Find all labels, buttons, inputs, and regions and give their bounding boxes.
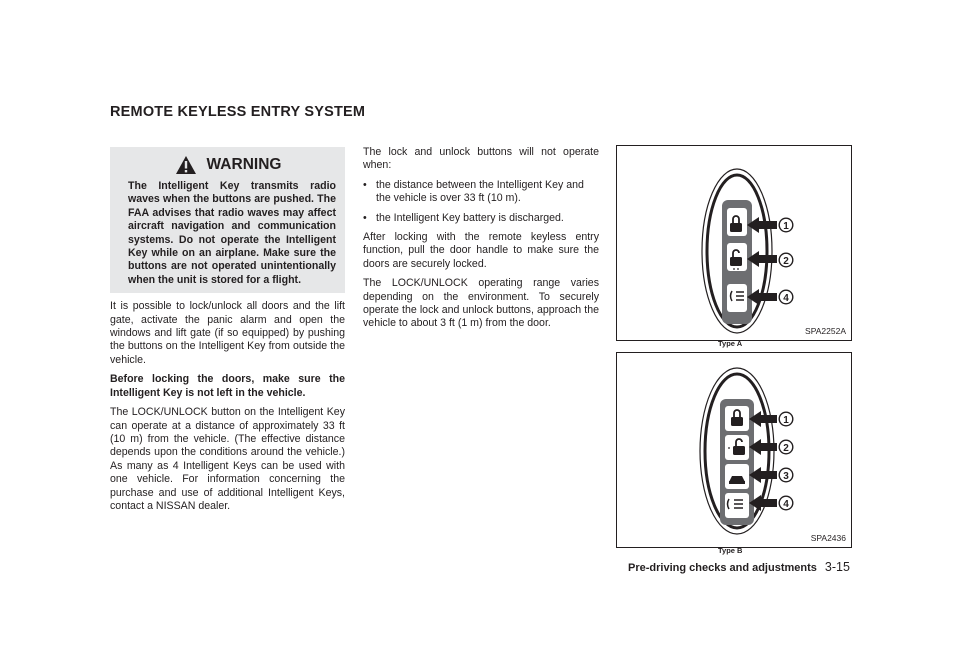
figure-key-type-a <box>616 145 852 341</box>
footer-section-name: Pre-driving checks and adjustments <box>628 562 817 574</box>
page-footer <box>628 560 850 574</box>
figure-code: SPA2436 <box>810 533 846 543</box>
warning-triangle-icon <box>175 155 197 175</box>
callout-1: 1 <box>783 221 789 232</box>
list-item-text: the Intelligent Key battery is discharged. <box>376 211 564 224</box>
callout-4: 4 <box>783 293 789 304</box>
callout-2: 2 <box>783 256 789 267</box>
intelligent-key-type-a-illustration <box>617 146 851 340</box>
section-title: REMOTE KEYLESS ENTRY SYSTEM <box>110 104 366 120</box>
paragraph-caution: Before locking the doors, make sure the Intelligent Key is not left in the vehicle. <box>110 373 345 399</box>
figure-code: SPA2252A <box>805 326 846 336</box>
warning-title: WARNING <box>206 156 282 174</box>
list-item <box>363 212 599 225</box>
intelligent-key-type-b-illustration <box>617 353 851 547</box>
column-left <box>110 147 345 519</box>
page-number: 3-15 <box>824 560 850 574</box>
column-middle <box>363 146 599 337</box>
condition-list <box>363 179 599 225</box>
paragraph-door-check: After locking with the remote keyless entry function, pull the door handle to make sure the doors are securely locked. <box>363 231 599 270</box>
warning-text: The Intelligent Key transmits radio waves when the buttons are pushed. The FAA advises that radio waves may affect aircraft navigation and communication systems. Do not operate the Intelligent Key while on an airplane. Make sure the buttons are not operated unintentionally when the unit is stored for a flight. <box>128 180 336 286</box>
callout-3: 3 <box>783 471 789 482</box>
list-item-text: the distance between the Intelligent Key and the vehicle is over 33 ft (10 m). <box>376 178 584 205</box>
bullet-mark: • <box>363 211 367 224</box>
figure-key-type-b <box>616 352 852 548</box>
paragraph-intro: It is possible to lock/unlock all doors and the lift gate, activate the panic alarm and open the windows and lift gate (if so equipped) by pushing the buttons on the Intelligent Key from outside the vehicle. <box>110 300 345 366</box>
warning-box <box>110 147 345 293</box>
figure-caption-type-a: Type A <box>718 339 743 348</box>
callout-1: 1 <box>783 415 789 426</box>
paragraph-conditions: The lock and unlock buttons will not operate when: <box>363 146 599 172</box>
warning-header <box>120 153 336 177</box>
figure-caption-type-b: Type B <box>718 546 743 555</box>
paragraph-range: The LOCK/UNLOCK button on the Intelligent Key can operate at a distance of approximately 33 ft (10 m) from the vehicle. (The effective distance depends upon the conditions around the vehicle.) As many as 4 Intelligent Keys can be used with one vehicle. For information concerning the purchase and use of additional Intelligent Keys, contact a NISSAN dealer. <box>110 406 345 512</box>
list-item <box>363 179 599 206</box>
callout-4: 4 <box>783 499 789 510</box>
paragraph-operating-range: The LOCK/UNLOCK operating range varies depending on the environment. To securely operate the lock and unlock buttons, approach the vehicle to about 3 ft (1 m) from the door. <box>363 277 599 330</box>
callout-2: 2 <box>783 443 789 454</box>
bullet-mark: • <box>363 178 367 191</box>
